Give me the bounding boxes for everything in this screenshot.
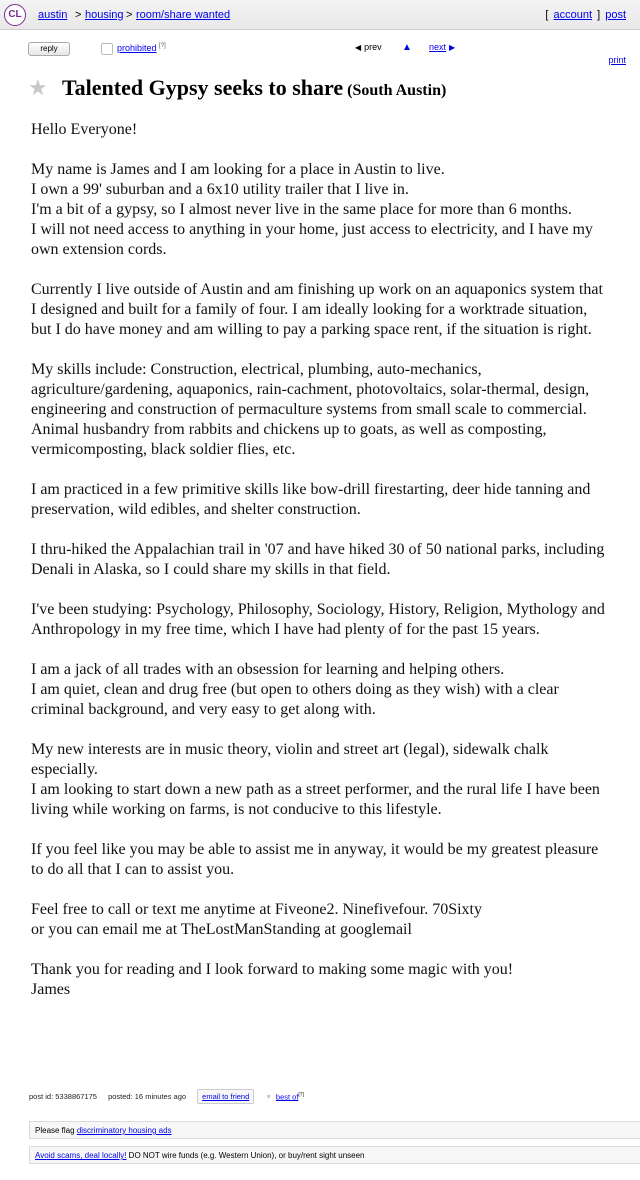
discriminatory-ads-link[interactable]: discriminatory housing ads: [76, 1126, 172, 1135]
body-line: James: [31, 981, 71, 998]
body-paragraph: [31, 900, 611, 940]
body-paragraph: [31, 120, 611, 140]
post-id: post id: 5338867175: [29, 1092, 97, 1101]
prev-label: prev: [364, 42, 382, 52]
body-line: I've been studying: Psychology, Philosophy, Sociology, History, Religion, Mythology and Anthropology in my free time, which I have had plenty of for the past 15 years.: [31, 601, 605, 638]
email-to-friend-link[interactable]: email to friend: [202, 1092, 250, 1101]
posting-title-text: Talented Gypsy seeks to share: [62, 75, 344, 100]
bracket-close: ]: [597, 9, 601, 21]
body-paragraph: [31, 840, 611, 880]
body-paragraph: [31, 660, 611, 720]
posted-time: posted: 16 minutes ago: [108, 1092, 187, 1101]
breadcrumb-separator: >: [75, 9, 82, 21]
scam-notice: [29, 1146, 640, 1164]
bracket-open: [: [545, 9, 549, 21]
body-line: Thank you for reading and I look forward to making some magic with you!: [31, 961, 514, 978]
body-paragraph: [31, 480, 611, 520]
body-line: I am looking to start down a new path as a street performer, and the rural life I have been living while working on farms, is not conducive to this lifestyle.: [31, 781, 600, 818]
top-navigation-bar: [0, 0, 640, 30]
post-link[interactable]: post: [605, 9, 626, 21]
body-line: I am quiet, clean and drug free (but open to others doing as they wish) with a clear criminal background, and very easy to get along with.: [31, 681, 559, 718]
avoid-scams-link[interactable]: Avoid scams, deal locally!: [35, 1151, 127, 1160]
best-of-help[interactable]: [?]: [298, 1091, 304, 1098]
body-paragraph: [31, 740, 611, 820]
heart-icon[interactable]: ♥: [266, 1092, 271, 1101]
body-line: My skills include: Construction, electrical, plumbing, auto-mechanics, agriculture/gardening, aquaponics, rain-cachment, photovoltaics, solar-thermal, design, engineering and construction of permaculture systems from small scale to commercial. Animal husbandry from rabbits and chickens up to goats, as well as composting, vermicomposting, black soldier flies, etc.: [31, 361, 590, 458]
post-info-row: [29, 1089, 304, 1104]
body-line: Currently I live outside of Austin and am finishing up work on an aquaponics system that I designed and built for a family of four. I am ideally looking for a worktrade situation, but I do have money and am willing to pay a parking space rent, if the situation is right.: [31, 281, 603, 338]
prohibited-link[interactable]: prohibited: [117, 43, 157, 53]
body-paragraph: [31, 280, 611, 340]
breadcrumb-city[interactable]: austin: [38, 9, 68, 21]
up-arrow-icon[interactable]: ▲: [402, 42, 412, 53]
left-arrow-icon: ◀: [355, 43, 362, 52]
next-nav[interactable]: [429, 42, 455, 52]
email-to-friend-button[interactable]: [197, 1089, 254, 1104]
body-line: Hello Everyone!: [31, 121, 138, 138]
flag-checkbox[interactable]: [101, 43, 113, 55]
prev-nav[interactable]: [355, 42, 382, 52]
flag-notice-text: Please flag: [35, 1126, 77, 1135]
next-link[interactable]: next: [429, 42, 447, 52]
print-link[interactable]: print: [608, 55, 626, 65]
breadcrumb-category[interactable]: room/share wanted: [136, 9, 231, 21]
body-paragraph: [31, 360, 611, 460]
account-links: [545, 9, 628, 21]
body-paragraph: [31, 960, 611, 1000]
body-line: I will not need access to anything in your home, just access to electricity, and I have my own extension cords.: [31, 221, 593, 258]
body-line: I am practiced in a few primitive skills like bow-drill firestarting, deer hide tanning and preservation, wild edibles, and shelter construction.: [31, 481, 591, 518]
body-line: If you feel like you may be able to assist me in anyway, it would be my greatest pleasure to do all that I can to assist you.: [31, 841, 599, 878]
posting-body: [31, 120, 611, 1020]
posting-title: [62, 74, 446, 105]
body-line: I own a 99' suburban and a 6x10 utility trailer that I live in.: [31, 181, 409, 198]
body-line: My new interests are in music theory, violin and street art (legal), sidewalk chalk especially.: [31, 741, 549, 778]
breadcrumb-section[interactable]: housing: [85, 9, 124, 21]
flag-notice: [29, 1121, 640, 1139]
body-line: I'm a bit of a gypsy, so I almost never live in the same place for more than 6 months.: [31, 201, 572, 218]
breadcrumb-separator: >: [126, 9, 133, 21]
favorite-star-icon[interactable]: ★: [28, 75, 48, 100]
scam-notice-text: DO NOT wire funds (e.g. Western Union), or buy/rent sight unseen: [126, 1151, 365, 1160]
right-arrow-icon: ▶: [449, 43, 456, 52]
body-line: I am a jack of all trades with an obsession for learning and helping others.: [31, 661, 505, 678]
body-line: or you can email me at TheLostManStanding at googlemail: [31, 921, 412, 938]
prohibited-help[interactable]: [?]: [159, 43, 166, 49]
craigslist-logo[interactable]: CL: [4, 4, 26, 26]
body-line: My name is James and I am looking for a place in Austin to live.: [31, 161, 445, 178]
posting-location: (South Austin): [347, 82, 447, 99]
body-paragraph: [31, 600, 611, 640]
account-link[interactable]: account: [553, 9, 593, 21]
best-of-link[interactable]: best of: [275, 1092, 299, 1102]
body-line: Feel free to call or text me anytime at Fiveone2. Ninefivefour. 70Sixty: [31, 901, 482, 918]
body-line: I thru-hiked the Appalachian trail in '07 and have hiked 30 of 50 national parks, including Denali in Alaska, so I could share my skills in that field.: [31, 541, 605, 578]
best-of: [276, 1092, 304, 1102]
body-paragraph: [31, 160, 611, 260]
flag-prohibited: [117, 43, 166, 53]
body-paragraph: [31, 540, 611, 580]
reply-button[interactable]: reply: [28, 42, 70, 56]
